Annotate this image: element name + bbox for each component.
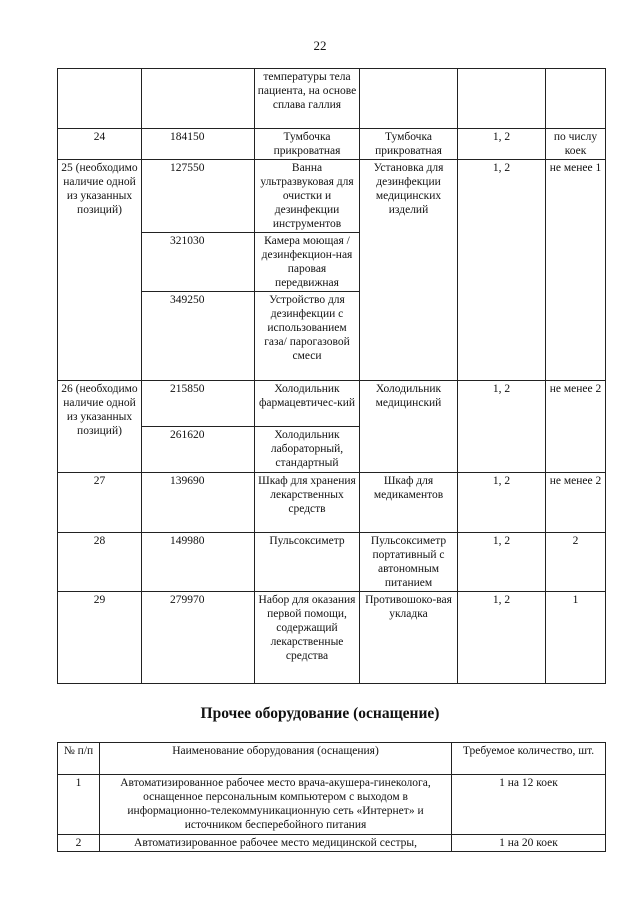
equipment-name: Автоматизированное рабочее место врача-акушера-гинеколога, оснащенное персональным компьютером с выходом в информационно-телекоммуникационную сеть «Интернет» и источником бесперебойного питания bbox=[100, 775, 452, 835]
care-level: 1, 2 bbox=[458, 473, 546, 533]
table-header-row bbox=[58, 743, 606, 775]
column-header: Требуемое количество, шт. bbox=[452, 743, 606, 775]
care-level: 1, 2 bbox=[458, 160, 546, 381]
required-quantity: 1 на 20 коек bbox=[452, 835, 606, 852]
table-row bbox=[58, 473, 606, 533]
equipment-name: Ванна ультразвуковая для очистки и дезинфекции инструментов bbox=[255, 160, 360, 233]
row-number: 2 bbox=[58, 835, 100, 852]
code: 127550 bbox=[142, 160, 255, 233]
equipment-name: Холодильник лабораторный, стандартный bbox=[255, 427, 360, 473]
equipment-type: Установка для дезинфекции медицинских изделий bbox=[360, 160, 458, 381]
code: 349250 bbox=[142, 292, 255, 381]
care-level: 1, 2 bbox=[458, 381, 546, 473]
equipment-name: Тумбочка прикроватная bbox=[255, 129, 360, 160]
table-row bbox=[58, 592, 606, 684]
equipment-type: Шкаф для медикаментов bbox=[360, 473, 458, 533]
required-quantity: 1 на 12 коек bbox=[452, 775, 606, 835]
code: 261620 bbox=[142, 427, 255, 473]
required-count: 1 bbox=[546, 592, 606, 684]
equipment-type: Противошоко-вая укладка bbox=[360, 592, 458, 684]
equipment-table bbox=[57, 68, 606, 684]
code: 184150 bbox=[142, 129, 255, 160]
required-count: по числу коек bbox=[546, 129, 606, 160]
column-header: № п/п bbox=[58, 743, 100, 775]
equipment-name: Автоматизированное рабочее место медицинской сестры, bbox=[100, 835, 452, 852]
code: 215850 bbox=[142, 381, 255, 427]
table-row bbox=[58, 381, 606, 427]
row-number: 27 bbox=[58, 473, 142, 533]
care-level: 1, 2 bbox=[458, 592, 546, 684]
other-equipment-table bbox=[57, 742, 606, 852]
equipment-name: Камера моющая /дезинфекцион-ная паровая передвижная bbox=[255, 233, 360, 292]
table-row bbox=[58, 160, 606, 233]
row-number: 28 bbox=[58, 533, 142, 592]
equipment-type: Холодильник медицинский bbox=[360, 381, 458, 473]
table-row bbox=[58, 69, 606, 129]
row-number: 1 bbox=[58, 775, 100, 835]
required-count: не менее 1 bbox=[546, 160, 606, 381]
care-level: 1, 2 bbox=[458, 129, 546, 160]
equipment-name: Холодильник фармацевтичес-кий bbox=[255, 381, 360, 427]
required-count: 2 bbox=[546, 533, 606, 592]
required-count: не менее 2 bbox=[546, 473, 606, 533]
row-number: 25 (необходимо наличие одной из указанных позиций) bbox=[58, 160, 142, 381]
row-number: 24 bbox=[58, 129, 142, 160]
equipment-name: Устройство для дезинфекции с использованием газа/ парогазовой смеси bbox=[255, 292, 360, 381]
code: 149980 bbox=[142, 533, 255, 592]
required-count: не менее 2 bbox=[546, 381, 606, 473]
row-number: 29 bbox=[58, 592, 142, 684]
care-level: 1, 2 bbox=[458, 533, 546, 592]
equipment-type: Пульсоксиметр портативный с автономным питанием bbox=[360, 533, 458, 592]
row-number: 26 (необходимо наличие одной из указанных позиций) bbox=[58, 381, 142, 473]
equipment-name: Шкаф для хранения лекарственных средств bbox=[255, 473, 360, 533]
table-row bbox=[58, 835, 606, 852]
table-row bbox=[58, 775, 606, 835]
equipment-name: Набор для оказания первой помощи, содержащий лекарственные средства bbox=[255, 592, 360, 684]
code: 279970 bbox=[142, 592, 255, 684]
page-number: 22 bbox=[313, 38, 327, 53]
table-row bbox=[58, 129, 606, 160]
code: 139690 bbox=[142, 473, 255, 533]
column-header: Наименование оборудования (оснащения) bbox=[100, 743, 452, 775]
equipment-type: Тумбочка прикроватная bbox=[360, 129, 458, 160]
equipment-name: температуры тела пациента, на основе сплава галлия bbox=[255, 69, 360, 129]
table-row bbox=[58, 533, 606, 592]
code: 321030 bbox=[142, 233, 255, 292]
equipment-name: Пульсоксиметр bbox=[255, 533, 360, 592]
section-title: Прочее оборудование (оснащение) bbox=[200, 705, 440, 722]
